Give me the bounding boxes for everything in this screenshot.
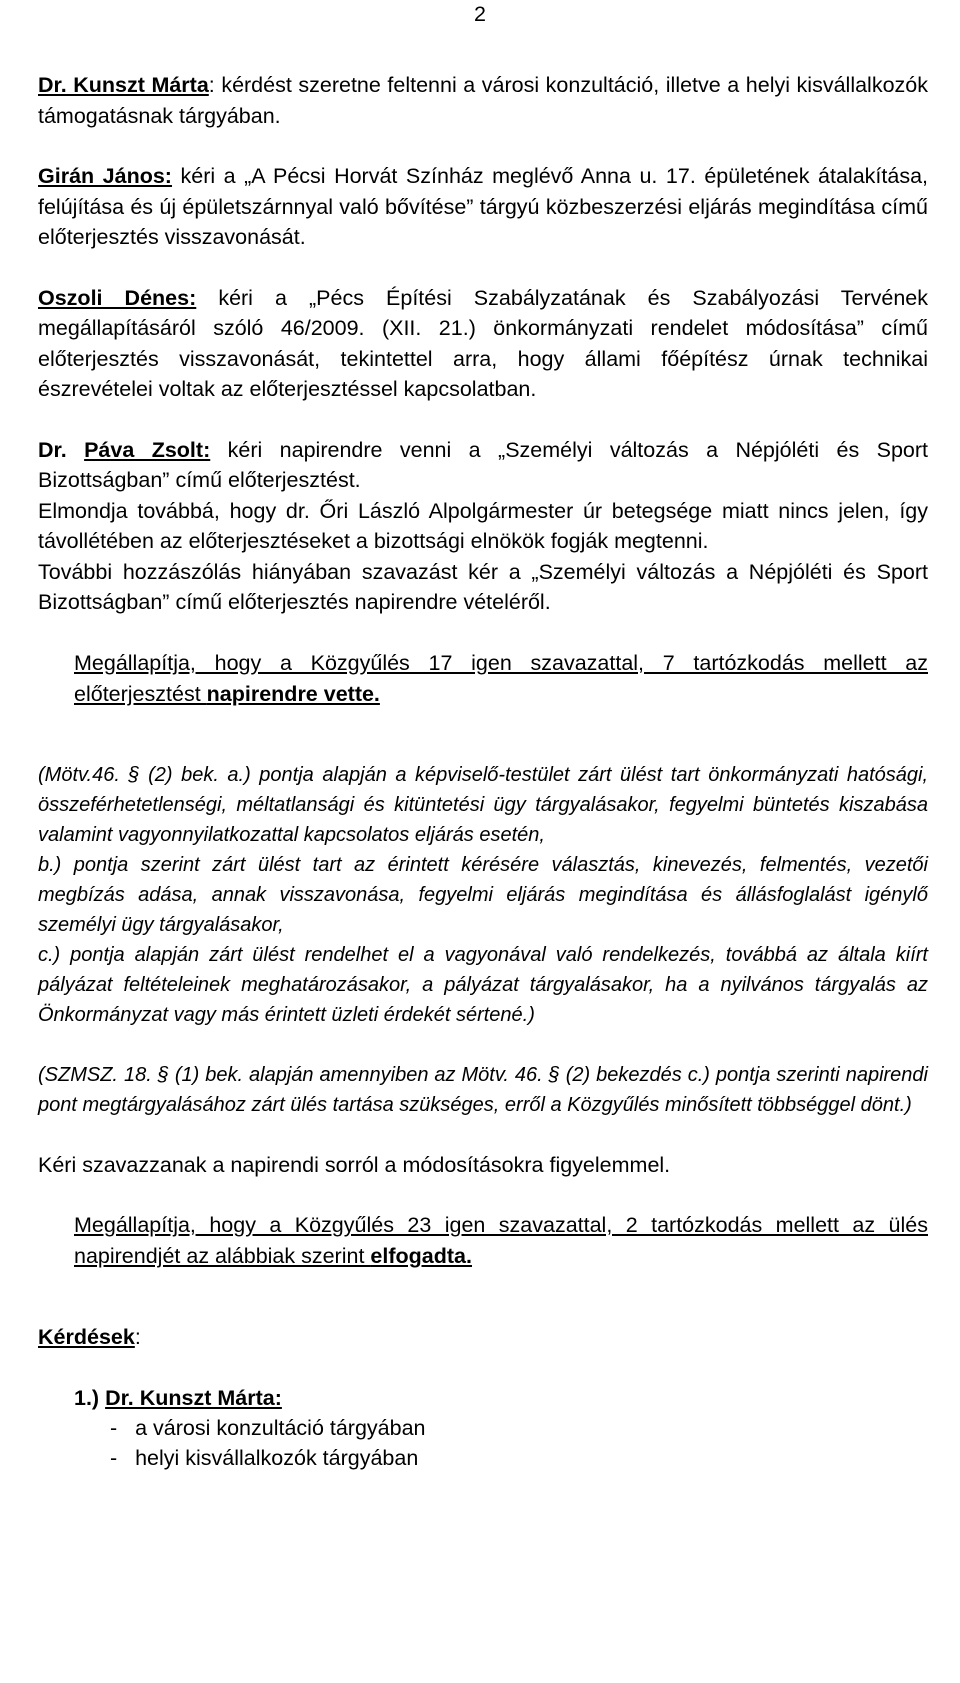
question-subitem: - helyi kisvállalkozók tárgyában [110,1446,419,1470]
resolution-decision: napirendre vette. [206,681,380,706]
paragraph-elmondja: Elmondja továbbá, hogy dr. Őri László Alpolgármester úr betegsége miatt nincs jelen, így távollétében az előterjesztéseket a bizottsági elnökök fogják megtenni. [38,498,928,553]
legal-note-motv [38,760,928,1030]
paragraph-pava [38,435,928,496]
paragraph-keri-szavazzanak: Kéri szavazzanak a napirendi sorról a módosításokra figyelemmel. [38,1152,671,1177]
paragraph-kunszt [38,70,928,131]
question-subitem: - a városi konzultáció tárgyában [110,1416,426,1440]
speaker-name: Páva Zsolt: [84,437,211,462]
resolution-1 [74,648,928,710]
paragraph-text: kéri a „A Pécsi Horvát Színház meglévő Anna u. 17. épületének átalakítása, felújítása és új épületszárnnyal való bővítése” tárgyú közbeszerzési eljárás megindítása című előterjesztés visszavonását. [38,164,928,249]
questions-heading-suffix: : [134,1325,141,1349]
question-subitems [110,1413,928,1473]
document-body [38,70,928,1473]
resolution-text: Megállapítja, hogy a Közgyűlés 23 igen szavazattal, 2 tartózkodás mellett az ülés napirendjét az alábbiak szerint [74,1213,928,1268]
question-number: 1.) [74,1385,106,1410]
speaker-name: Oszoli Dénes: [38,285,197,310]
speaker-prefix: Dr. [38,437,85,462]
paragraph-giran [38,161,928,253]
paragraph-text: kéri napirendre venni a „Személyi változás a Népjóléti és Sport Bizottságban” című előterjesztést. [38,437,929,492]
legal-line: (SZMSZ. 18. § (1) bek. alapján amennyiben az Mötv. 46. § (2) bekezdés c.) pontja szerinti napirendi pont megtárgyalásához zárt ülés tartása szükséges, erről a Közgyűlés minősített többséggel dönt.) [38,1063,928,1116]
questions-list [74,1383,928,1474]
questions-heading [38,1322,928,1353]
speaker-name: Girán János: [38,164,172,188]
question-item [74,1383,928,1414]
paragraph-text: kéri a „Pécs Építési Szabályzatának és Szabályozási Tervének megállapításáról szóló 46/2009. (XII. 21.) önkormányzati rendelet módosítása” című előterjesztés visszavonását, tekintettel arra, hogy állami főépítész úrnak technikai észrevételei voltak az előterjesztéssel kapcsolatban. [38,285,928,401]
questions-heading-label: Kérdések [38,1325,135,1349]
legal-note-szmsz [38,1060,928,1120]
paragraph-szavazas: További hozzászólás hiányában szavazást kér a „Személyi változás a Népjóléti és Sport Bizottságban” című előterjesztés napirendre vételéről. [38,559,928,614]
resolution-2 [74,1210,928,1272]
legal-line: c.) pontja alapján zárt ülést rendelhet el a vagyonával való rendelkezés, továbbá az általa kiírt pályázat feltételeinek meghatározásakor, a pályázat tárgyalásakor, ha a nyilvános tárgyalás az Önkormányzat vagy más érintett üzleti érdekét sértené.) [38,943,928,1026]
speaker-name: Dr. Kunszt Márta [38,73,209,97]
paragraph-oszoli [38,283,928,405]
resolution-decision: elfogadta. [370,1244,472,1268]
page-number: 2 [474,2,486,26]
resolution-text: Megállapítja, hogy a Közgyűlés 17 igen szavazattal, 7 tartózkodás mellett az előterjesztést [74,650,928,706]
question-speaker: Dr. Kunszt Márta: [105,1385,282,1410]
paragraph-text: : kérdést szeretne feltenni a városi konzultáció, illetve a helyi kisvállalkozók támogatásnak tárgyában. [38,73,928,128]
legal-line: (Mötv.46. § (2) bek. a.) pontja alapján a képviselő-testület zárt ülést tart önkormányzati hatósági, összeférhetetlenségi, méltatlansági és kitüntetési ügy tárgyalásakor, fegyelmi büntetés kiszabása valamint vagyonnyilatkozattal kapcsolatos eljárás esetén, [38,763,928,846]
legal-line: b.) pontja szerint zárt ülést tart az érintett kérésére választás, kinevezés, felmentés, vezetői megbízás adása, annak visszavonása, fegyelmi eljárás megindítása és állásfoglalást igénylő személyi ügy tárgyalásakor, [38,853,928,936]
